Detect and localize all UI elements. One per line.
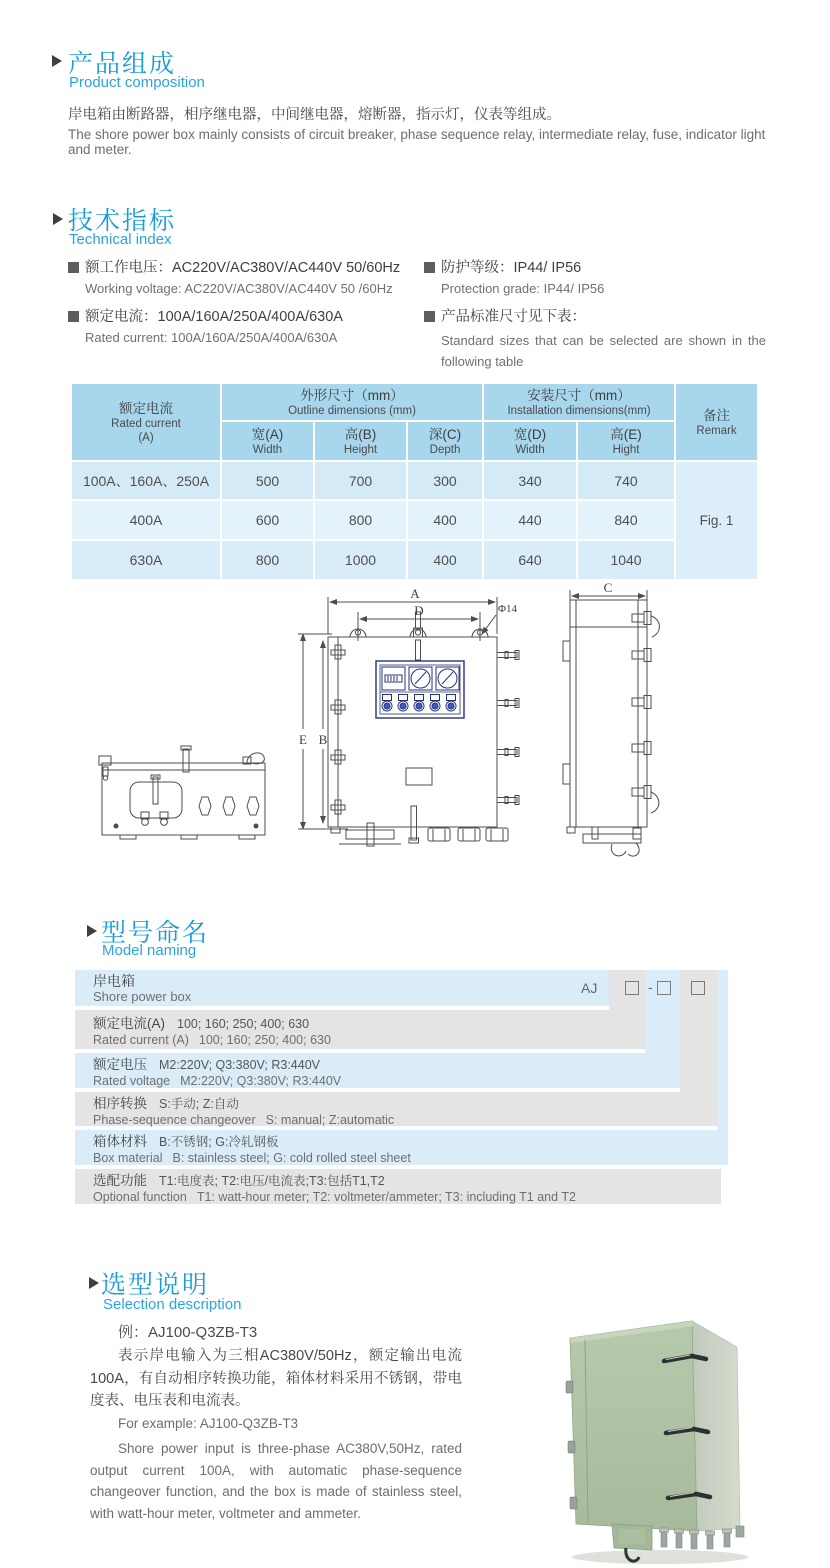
dim-label-e: E: [299, 732, 307, 747]
spec-standard-sizes-en: Standard sizes that can be selected are shown in the following table: [441, 333, 766, 369]
square-bullet-icon: [68, 311, 79, 322]
spec-standard-sizes-zh: 产品标准尺寸见下表：: [424, 305, 586, 326]
table-subheader-hight-e: 高(E) Hight: [577, 421, 675, 461]
meter-panel-drawing: [376, 661, 464, 718]
selection-desc-zh: 表示岸电输入为三相AC380V/50Hz，额定输出电流100A，有自动相序转换功能，箱体材料采用不锈钢，带电度表、电压表和电流表。: [90, 1348, 462, 1409]
code-column-strip: [717, 970, 728, 1130]
section-arrow-icon: [89, 1277, 99, 1289]
model-code-prefix: AJ: [581, 980, 598, 996]
dim-label-c: C: [603, 580, 613, 595]
box-side-face: [692, 1321, 740, 1531]
section-subtitle-product-composition: Product composition: [69, 74, 205, 91]
spec-protection-grade-zh: 防护等级：IP44/ IP56: [424, 256, 581, 277]
spec-working-voltage-en: Working voltage: AC220V/AC380V/AC440V 50 /60Hz: [85, 281, 393, 296]
square-bullet-icon: [424, 262, 435, 273]
table-header-outline: 外形尺寸（mm） Outline dimensions (mm): [221, 383, 483, 421]
dim-label-b: B: [318, 732, 328, 747]
table-header-installation: 安装尺寸（mm） Installation dimensions(mm): [483, 383, 675, 421]
section-title-product-composition: 产品组成: [68, 50, 177, 78]
side-view-drawing: [563, 590, 659, 856]
cell-current: 630A: [71, 540, 221, 580]
table-subheader-width-a: 宽(A) Width: [221, 421, 314, 461]
table-row: 630A 800 1000 400 640 1040: [71, 540, 758, 580]
selection-example-en: For example: AJ100-Q3ZB-T3: [118, 1416, 299, 1431]
cell-current: 400A: [71, 500, 221, 540]
technical-drawings: [70, 575, 770, 895]
spec-protection-grade-en: Protection grade: IP44/ IP56: [441, 281, 605, 296]
model-code-box: [657, 981, 671, 995]
bottom-view-drawing: [99, 746, 265, 839]
model-code-separator: -: [648, 979, 653, 995]
section-subtitle-model-naming: Model naming: [102, 942, 197, 959]
table-subheader-height-b: 高(B) Height: [314, 421, 407, 461]
table-header-remark: 备注 Remark: [675, 383, 758, 461]
table-row: 100A、160A、250A 500 700 300 340 740 Fig. 1: [71, 461, 758, 500]
product-photo: [540, 1295, 790, 1568]
product-composition-text-en: The shore power box mainly consists of circuit breaker, phase sequence relay, intermediate relay, fuse, indicator light and meter.: [68, 127, 766, 157]
dim-label-d: D: [414, 603, 424, 618]
section-subtitle-technical-index: Technical index: [69, 231, 172, 248]
section-title-model-naming: 型号命名: [101, 919, 210, 947]
selection-example-zh: 例：AJ100-Q3ZB-T3: [118, 1324, 258, 1341]
naming-row-rated-voltage: 额定电压 M2:220V; Q3:380V; R3:440V Rated voltage M2:220V; Q3:380V; R3:440V: [75, 1053, 680, 1088]
naming-row-box-material: 箱体材料 B:不锈钢; G:冷轧钢板 Box material B: stainless steel; G: cold rolled steel sheet: [75, 1130, 728, 1165]
table-row: 400A 600 800 400 440 840: [71, 500, 758, 540]
spec-rated-current-zh: 额定电流：100A/160A/250A/400A/630A: [68, 305, 343, 326]
model-code-box: [691, 981, 705, 995]
cell-remark: Fig. 1: [675, 461, 758, 580]
section-arrow-icon: [53, 213, 63, 225]
naming-row-product: 岸电箱 Shore power box: [75, 970, 609, 1006]
box-front-door: [570, 1321, 697, 1531]
dim-label-a: A: [410, 586, 420, 601]
naming-row-optional-function: 选配功能 T1:电度表; T2:电压/电流表;T3:包括T1,T2 Optional function T1: watt-hour meter; T2: voltmeter/ammeter; T3: including T1 and T2: [75, 1169, 721, 1204]
section-arrow-icon: [87, 925, 97, 937]
table-subheader-depth-c: 深(C) Depth: [407, 421, 483, 461]
section-title-technical-index: 技术指标: [68, 207, 177, 235]
section-arrow-icon: [52, 55, 62, 67]
dim-label-phi14: Φ14: [498, 603, 518, 615]
square-bullet-icon: [68, 262, 79, 273]
spec-rated-current-en: Rated current: 100A/160A/250A/400A/630A: [85, 330, 338, 345]
section-subtitle-selection: Selection description: [103, 1296, 242, 1313]
table-subheader-width-d: 宽(D) Width: [483, 421, 577, 461]
section-title-selection: 选型说明: [101, 1271, 210, 1299]
square-bullet-icon: [424, 311, 435, 322]
dimensions-table: [70, 382, 759, 581]
naming-row-rated-current: 额定电流(A) 100; 160; 250; 400; 630 Rated current (A) 100; 160; 250; 400; 630: [75, 1010, 645, 1049]
model-code-box: [625, 981, 639, 995]
naming-row-phase-sequence: 相序转换 S:手动; Z:自动 Phase-sequence changeover S: manual; Z:automatic: [75, 1092, 717, 1126]
front-view-drawing: [298, 597, 519, 846]
product-composition-text-zh: 岸电箱由断路器，相序继电器，中间继电器，熔断器，指示灯，仪表等组成。: [68, 107, 561, 123]
spec-working-voltage-zh: 额工作电压：AC220V/AC380V/AC440V 50/60Hz: [68, 256, 400, 277]
cell-current: 100A、160A、250A: [71, 461, 221, 500]
selection-desc-en: Shore power input is three-phase AC380V,50Hz, rated output current 100A, with automatic phase-sequence changeover function, and the box is made of stainless steel, with watt-hour meter, voltmeter and ammeter.: [90, 1441, 462, 1521]
table-header-rated-current: 额定电流 Rated current (A): [71, 383, 221, 461]
